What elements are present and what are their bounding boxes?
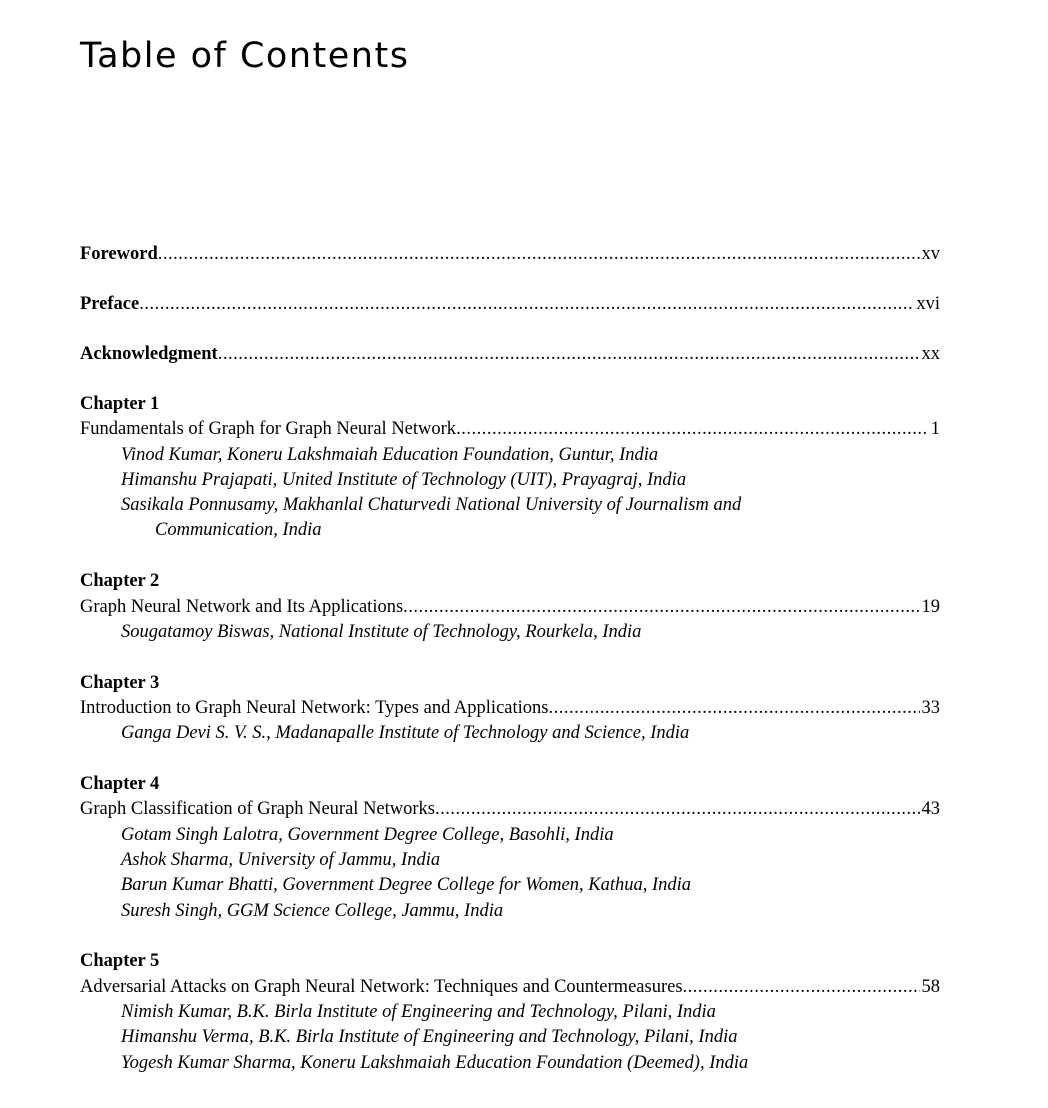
chapter-heading: Chapter 5 [80, 951, 160, 972]
chapter-title: Adversarial Attacks on Graph Neural Network: Techniques and Countermeasures [80, 976, 683, 997]
author-line: Ashok Sharma, University of Jammu, India [121, 849, 441, 870]
author-line: Suresh Singh, GGM Science College, Jammu, India [121, 900, 504, 921]
chapter-5 [80, 949, 940, 1075]
dot-leader [158, 242, 920, 267]
page-number: 43 [921, 799, 940, 820]
chapter-title: Graph Classification of Graph Neural Networks [80, 799, 435, 820]
chapter-title-entry[interactable] [80, 797, 940, 822]
table-of-contents [80, 242, 940, 1101]
chapter-title-entry[interactable] [80, 417, 940, 442]
author-line: Sougatamoy Biswas, National Institute of Technology, Rourkela, India [121, 621, 642, 642]
chapter-1 [80, 392, 940, 544]
author-line: Gotam Singh Lalotra, Government Degree College, Basohli, India [121, 824, 614, 845]
chapter-3 [80, 671, 940, 747]
author-line: Himanshu Prajapati, United Institute of Technology (UIT), Prayagraj, India [121, 469, 687, 490]
toc-entry-acknowledgment[interactable] [80, 342, 940, 367]
page-number: 19 [921, 596, 940, 617]
page-number: xv [921, 244, 940, 264]
author-line-continuation: Communication, India [155, 520, 322, 541]
page-number: xvi [916, 294, 940, 314]
page-title: Table of Contents [80, 36, 410, 76]
chapter-title-entry[interactable] [80, 975, 940, 1000]
entry-label: Acknowledgment [80, 344, 218, 364]
author-line: Nimish Kumar, B.K. Birla Institute of Engineering and Technology, Pilani, India [121, 1001, 716, 1022]
chapter-heading: Chapter 1 [80, 394, 160, 414]
chapter-heading: Chapter 2 [80, 571, 160, 592]
dot-leader [683, 975, 920, 1000]
chapter-title: Graph Neural Network and Its Applications [80, 596, 404, 617]
author-line: Ganga Devi S. V. S., Madanapalle Institute of Technology and Science, India [121, 723, 690, 744]
dot-leader [435, 797, 920, 822]
chapter-title: Introduction to Graph Neural Network: Types and Applications [80, 697, 549, 718]
page-number: 58 [921, 976, 940, 997]
chapter-4 [80, 772, 940, 924]
toc-entry-preface[interactable] [80, 292, 940, 317]
entry-label: Preface [80, 294, 140, 314]
dot-leader [218, 342, 920, 367]
dot-leader [456, 417, 929, 442]
page-number: 33 [921, 697, 940, 718]
chapter-title: Fundamentals of Graph for Graph Neural Network [80, 419, 457, 440]
author-line: Vinod Kumar, Koneru Lakshmaiah Education Foundation, Guntur, India [121, 444, 659, 465]
author-line: Himanshu Verma, B.K. Birla Institute of Engineering and Technology, Pilani, India [121, 1027, 738, 1048]
chapter-heading: Chapter 3 [80, 672, 160, 693]
author-line: Yogesh Kumar Sharma, Koneru Lakshmaiah Education Foundation (Deemed), India [121, 1052, 749, 1073]
toc-entry-foreword[interactable] [80, 242, 940, 267]
dot-leader [403, 595, 919, 620]
author-line: Barun Kumar Bhatti, Government Degree College for Women, Kathua, India [121, 875, 692, 896]
chapter-title-entry[interactable] [80, 595, 940, 620]
author-line: Sasikala Ponnusamy, Makhanlal Chaturvedi National University of Journalism and [121, 495, 742, 516]
chapter-heading: Chapter 4 [80, 774, 160, 795]
dot-leader [139, 292, 914, 317]
chapter-title-entry[interactable] [80, 696, 940, 721]
page-number: xx [921, 344, 940, 364]
chapter-2 [80, 569, 940, 645]
page-number: 1 [930, 419, 940, 440]
entry-label: Foreword [80, 244, 158, 264]
dot-leader [548, 696, 919, 721]
